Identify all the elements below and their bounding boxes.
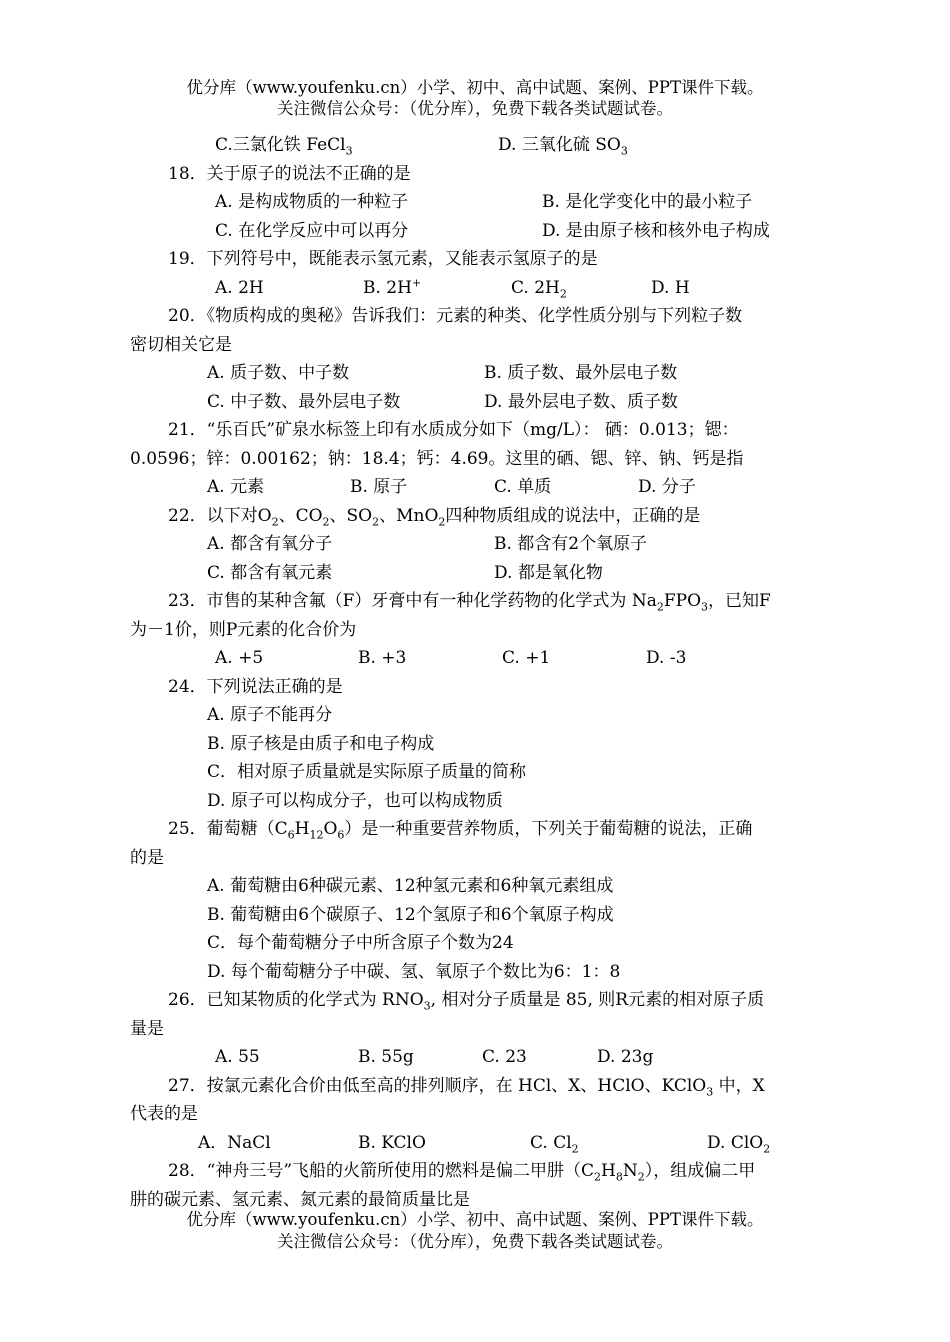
q26-stem-line2: 量是 <box>130 1018 164 1039</box>
q18-option-d: D. 是由原子核和核外电子构成 <box>542 220 770 241</box>
q26-option-d: D. 23g <box>597 1047 654 1067</box>
q25-option-a: A. 葡萄糖由6种碳元素、12种氢元素和6种氧元素组成 <box>207 876 614 896</box>
q20-options-ab <box>130 359 822 388</box>
q22-option-c: C. 都含有氧元素 <box>207 562 333 583</box>
footer-line-2: 关注微信公众号：（优分库），免费下载各类试题试卷。 <box>277 1232 673 1251</box>
q21-option-b: B. 原子 <box>350 477 408 497</box>
q27-stem-line1: 27．按氯元素化合价由低至高的排列顺序，在 HCl、X、HClO、KClO$_3$ 中，X <box>168 1075 765 1098</box>
question-list <box>130 131 822 1214</box>
q22-options-cd <box>130 559 822 588</box>
q27-option-a: A．NaCl <box>198 1132 271 1153</box>
q18-stem: 18．关于原子的说法不正确的是 <box>168 163 411 184</box>
q24-stem: 24．下列说法正确的是 <box>168 676 343 697</box>
q22-option-b: B. 都含有2个氧原子 <box>494 534 648 554</box>
q18-option-b: B. 是化学变化中的最小粒子 <box>542 192 753 212</box>
q20-option-b: B. 质子数、最外层电子数 <box>484 363 678 383</box>
q26-stem-line1: 26．已知某物质的化学式为 $RNO_3$, 相对分子质量是 85, 则R元素的相对原子质 <box>168 990 765 1013</box>
q20-stem-line2: 密切相关它是 <box>130 334 232 355</box>
q22-options-ab <box>130 530 822 559</box>
q19-option-a: A. 2H <box>215 277 264 298</box>
q17-options-cd <box>130 131 822 160</box>
q28-stem-line2: 肼的碳元素、氢元素、氮元素的最简质量比是 <box>130 1189 470 1210</box>
q25-option-d: D. 每个葡萄糖分子中碳、氢、氧原子个数比为6：1：8 <box>207 961 621 982</box>
q27-option-d: D. ClO$_2$ <box>707 1132 771 1155</box>
q25-option-c: C．每个葡萄糖分子中所含原子个数为24 <box>207 933 514 953</box>
q26-option-c: C. 23 <box>482 1047 527 1067</box>
q21-stem-line1: 21．“乐百氏”矿泉水标签上印有水质成分如下（mg/L）： 硒：0.013；锶： <box>168 420 739 440</box>
q25-stem-line1: 25．葡萄糖$(C_6H_{12}O_6)$是一种重要营养物质，下列关于葡萄糖的说法，正确 <box>168 819 753 842</box>
q21-option-a: A. 元素 <box>207 477 265 497</box>
q18-option-c: C. 在化学反应中可以再分 <box>215 220 409 241</box>
q27-option-b: B. KClO <box>358 1132 426 1153</box>
q21-options <box>130 473 822 502</box>
q21-option-c: C. 单质 <box>494 477 552 497</box>
q27-options <box>130 1129 822 1158</box>
q18-options-ab <box>130 188 822 217</box>
q17-option-d: D. 三氧化硫 $SO_3$ <box>498 135 628 158</box>
q19-option-d: D. H <box>651 277 690 298</box>
q25-stem-line2: 的是 <box>130 847 164 868</box>
q25-option-b: B. 葡萄糖由6个碳原子、12个氢原子和6个氧原子构成 <box>207 904 614 925</box>
q23-option-d: D. -3 <box>646 648 687 668</box>
q22-option-a: A. 都含有氧分子 <box>207 534 333 554</box>
q17-option-c: C.三氯化铁 FeCl$_3$ <box>215 135 353 158</box>
q20-option-a: A. 质子数、中子数 <box>207 363 350 383</box>
q27-option-c: C. $Cl_2$ <box>530 1132 579 1155</box>
q18-options-cd <box>130 217 822 246</box>
q23-options <box>130 644 822 673</box>
q23-option-c: C. +1 <box>502 648 551 668</box>
q27-stem-line2: 代表的是 <box>130 1104 198 1124</box>
footer-line-1: 优分库（www.youfenku.cn）小学、初中、高中试题、案例、PPT课件下载。 <box>186 1210 764 1229</box>
q22-stem: 22．以下对$O_2$、$CO_2$、$SO_2$、MnO$_2$四种物质组成的说法中，正确的是 <box>168 505 701 528</box>
q21-option-d: D. 分子 <box>638 477 696 497</box>
q26-option-a: A. 55 <box>215 1047 260 1067</box>
q23-stem-line2: 为－1价，则P元素的化合价为 <box>130 619 357 640</box>
header-line-2: 关注微信公众号：（优分库），免费下载各类试题试卷。 <box>277 99 673 118</box>
q21-stem-line2: 0.0596；锌：0.00162；钠：18.4；钙：4.69。这里的硒、锶、锌、钠、钙是指 <box>130 448 744 469</box>
q19-options <box>130 274 822 303</box>
q26-options <box>130 1043 822 1072</box>
q26-option-b: B. 55g <box>358 1047 414 1067</box>
q24-option-b: B. 原子核是由质子和电子构成 <box>207 733 435 754</box>
header-line-1: 优分库（www.youfenku.cn）小学、初中、高中试题、案例、PPT课件下载。 <box>186 78 764 97</box>
q19-option-c: C. $2H_2$ <box>511 277 567 300</box>
q23-stem-line1: 23．市售的某种含氟（F）牙膏中有一种化学药物的化学式为 $Na_2FPO_3$，已知F <box>168 591 771 614</box>
q20-stem-line1: 20．《物质构成的奥秘》告诉我们：元素的种类、化学性质分别与下列粒子数 <box>168 306 743 326</box>
q19-stem: 19．下列符号中，既能表示氢元素，又能表示氢原子的是 <box>168 249 598 269</box>
q28-stem-line1: 28．“神舟三号”飞船的火箭所使用的燃料是偏二甲肼$(C_2H_8N_2)$，组成偏二甲 <box>168 1161 756 1184</box>
q20-options-cd <box>130 388 822 417</box>
q22-option-d: D. 都是氧化物 <box>494 562 603 583</box>
q20-option-d: D. 最外层电子数、质子数 <box>484 391 678 412</box>
q24-option-a: A. 原子不能再分 <box>207 705 333 725</box>
q20-option-c: C. 中子数、最外层电子数 <box>207 391 401 412</box>
q19-option-b: B. 2H+ <box>363 275 422 298</box>
q23-option-a: A. +5 <box>215 648 264 668</box>
q18-option-a: A. 是构成物质的一种粒子 <box>215 192 409 212</box>
q24-option-d: D. 原子可以构成分子，也可以构成物质 <box>207 790 503 811</box>
q24-option-c: C．相对原子质量就是实际原子质量的简称 <box>207 762 527 782</box>
q23-option-b: B. +3 <box>358 648 407 668</box>
